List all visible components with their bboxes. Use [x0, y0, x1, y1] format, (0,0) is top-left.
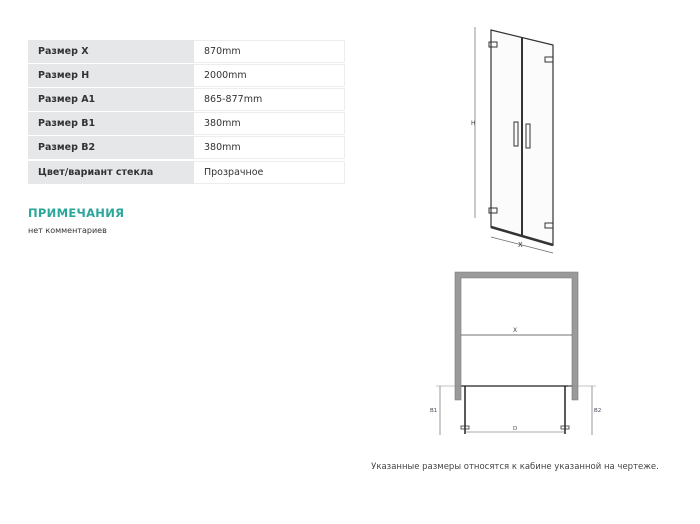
glass-label: Цвет/вариант стекла: [28, 161, 194, 184]
spec-label: Размер B2: [28, 136, 194, 159]
plan-label-x: X: [513, 327, 518, 334]
spec-label: Размер B1: [28, 112, 194, 135]
glass-value: Прозрачное: [194, 161, 345, 184]
label-h: H: [471, 120, 476, 127]
plan-label-d: D: [513, 426, 518, 432]
plan-label-b2: B2: [594, 408, 602, 414]
label-x: X: [518, 241, 523, 249]
plan-label-b1: B1: [430, 408, 438, 414]
spec-label: Размер X: [28, 40, 194, 63]
spec-value: 380mm: [194, 112, 345, 135]
spec-value: 2000mm: [194, 64, 345, 87]
door-3d-view: [475, 27, 553, 253]
spec-value: 865-877mm: [194, 88, 345, 111]
spec-label: Размер H: [28, 64, 194, 87]
spec-value: 380mm: [194, 136, 345, 159]
notes-text: нет комментариев: [28, 226, 107, 235]
drawing-caption: Указанные размеры относятся к кабине указанной на чертеже.: [371, 462, 659, 472]
plan-view: [436, 272, 596, 435]
notes-title: ПРИМЕЧАНИЯ: [28, 206, 125, 220]
spec-label: Размер A1: [28, 88, 194, 111]
spec-value: 870mm: [194, 40, 345, 63]
